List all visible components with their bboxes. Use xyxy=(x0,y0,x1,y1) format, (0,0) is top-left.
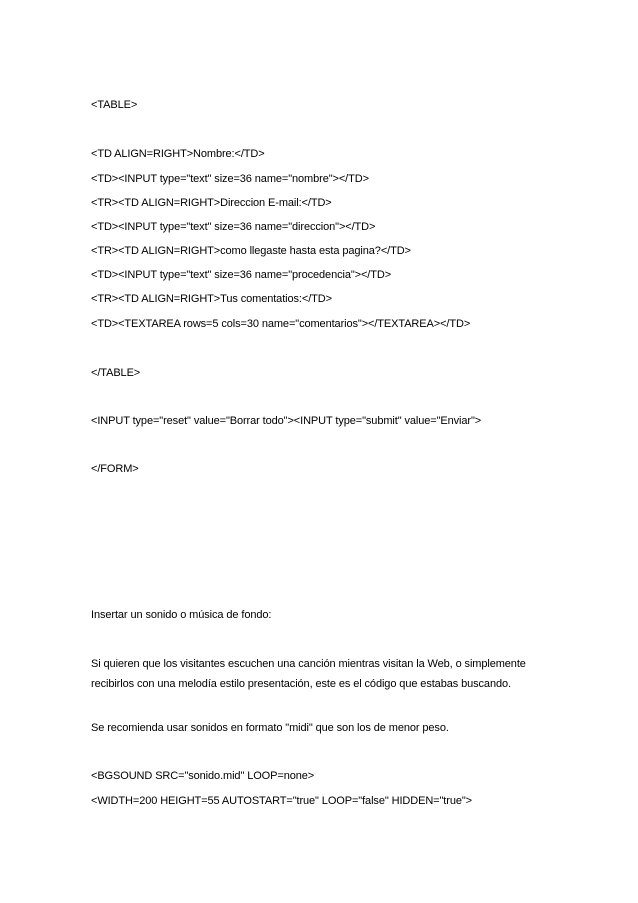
code-line-table-close: </TABLE> xyxy=(91,367,141,379)
section-heading: Insertar un sonido o música de fondo: xyxy=(91,609,272,621)
code-line-td-direccion-label: <TR><TD ALIGN=RIGHT>Direccion E-mail:</TD> xyxy=(91,197,332,209)
code-line-td-nombre-label: <TD ALIGN=RIGHT>Nombre:</TD> xyxy=(91,148,265,160)
code-line-input-procedencia: <TD><INPUT type="text" size=36 name="procedencia"></TD> xyxy=(91,269,392,281)
code-line-input-nombre: <TD><INPUT type="text" size=36 name="nombre"></TD> xyxy=(91,173,369,185)
code-line-input-direccion: <TD><INPUT type="text" size=36 name="direccion"></TD> xyxy=(91,221,376,233)
code-line-td-procedencia-label: <TR><TD ALIGN=RIGHT>como llegaste hasta esta pagina?</TD> xyxy=(91,245,411,257)
code-line-form-close: </FORM> xyxy=(91,463,139,475)
code-line-textarea-comentarios: <TD><TEXTAREA rows=5 cols=30 name="comentarios"></TEXTAREA></TD> xyxy=(91,318,471,330)
code-line-td-comentarios-label: <TR><TD ALIGN=RIGHT>Tus comentatios:</TD> xyxy=(91,293,332,305)
code-line-table-open: <TABLE> xyxy=(91,99,138,111)
code-line-bgsound: <BGSOUND SRC="sonido.mid" LOOP=none> xyxy=(91,770,315,782)
paragraph-midi-note: Se recomienda usar sonidos en formato "midi" que son los de menor peso. xyxy=(91,722,449,734)
paragraph-intro: Si quieren que los visitantes escuchen una canción mientras visitan la Web, o simplemente recibirlos con una melodía estilo presentación, este es el código que estabas buscando. xyxy=(91,658,526,690)
code-line-embed-attributes: <WIDTH=200 HEIGHT=55 AUTOSTART="true" LOOP="false" HIDDEN="true"> xyxy=(91,795,472,807)
code-line-reset-submit: <INPUT type="reset" value="Borrar todo"><INPUT type="submit" value="Enviar"> xyxy=(91,415,482,427)
